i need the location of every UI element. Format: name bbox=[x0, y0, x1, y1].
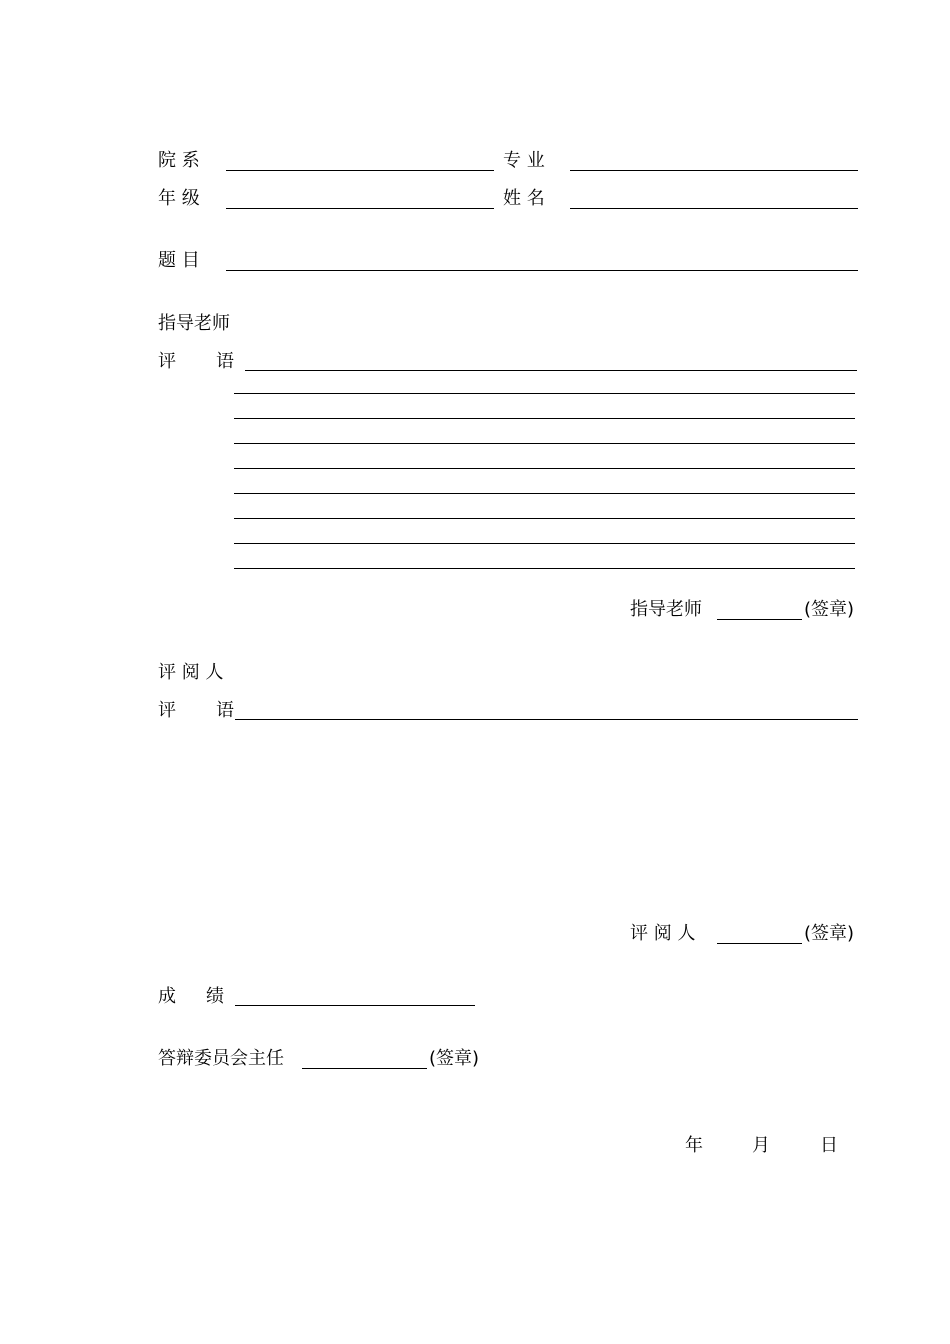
date-year: 年 bbox=[685, 1135, 703, 1156]
reviewer-sign-label: 评 阅 人 bbox=[630, 923, 696, 944]
major-label: 专 业 bbox=[503, 150, 545, 171]
advisor-signature-field[interactable] bbox=[717, 619, 802, 620]
advisor-comment-line-6[interactable] bbox=[234, 493, 855, 494]
reviewer-comment-label-2: 语 bbox=[216, 700, 234, 721]
score-label-1: 成 bbox=[158, 986, 176, 1007]
name-label: 姓 名 bbox=[503, 188, 545, 209]
advisor-sign-label: 指导老师 bbox=[630, 599, 702, 620]
committee-sign-suffix: (签章) bbox=[429, 1048, 480, 1069]
advisor-comment-line-8[interactable] bbox=[234, 543, 855, 544]
reviewer-comment-area[interactable] bbox=[235, 722, 858, 912]
reviewer-signature-field[interactable] bbox=[717, 943, 802, 944]
reviewer-section-label: 评 阅 人 bbox=[158, 662, 224, 683]
reviewer-comment-line[interactable] bbox=[235, 719, 858, 720]
advisor-section-label: 指导老师 bbox=[158, 313, 230, 334]
major-field[interactable] bbox=[570, 170, 858, 171]
title-label: 题 目 bbox=[158, 250, 200, 271]
advisor-comment-label-2: 语 bbox=[216, 351, 234, 372]
advisor-sign-suffix: (签章) bbox=[804, 599, 855, 620]
reviewer-comment-label-1: 评 bbox=[158, 700, 176, 721]
date-month: 月 bbox=[752, 1135, 770, 1156]
department-field[interactable] bbox=[226, 170, 494, 171]
committee-label: 答辩委员会主任 bbox=[158, 1048, 284, 1069]
advisor-comment-label-1: 评 bbox=[158, 351, 176, 372]
committee-signature-field[interactable] bbox=[302, 1068, 427, 1069]
title-field[interactable] bbox=[226, 270, 858, 271]
name-field[interactable] bbox=[570, 208, 858, 209]
grade-label: 年 级 bbox=[158, 188, 200, 209]
advisor-comment-line-7[interactable] bbox=[234, 518, 855, 519]
score-field[interactable] bbox=[235, 1005, 475, 1006]
department-label: 院 系 bbox=[158, 150, 200, 171]
reviewer-sign-suffix: (签章) bbox=[804, 923, 855, 944]
advisor-comment-line-4[interactable] bbox=[234, 443, 855, 444]
advisor-comment-line-3[interactable] bbox=[234, 418, 855, 419]
date-day: 日 bbox=[820, 1135, 838, 1156]
score-label-2: 绩 bbox=[206, 986, 224, 1007]
grade-field[interactable] bbox=[226, 208, 494, 209]
advisor-comment-line-2[interactable] bbox=[234, 393, 855, 394]
advisor-comment-line-9[interactable] bbox=[234, 568, 855, 569]
advisor-comment-line-5[interactable] bbox=[234, 468, 855, 469]
advisor-comment-line-1[interactable] bbox=[245, 370, 857, 371]
